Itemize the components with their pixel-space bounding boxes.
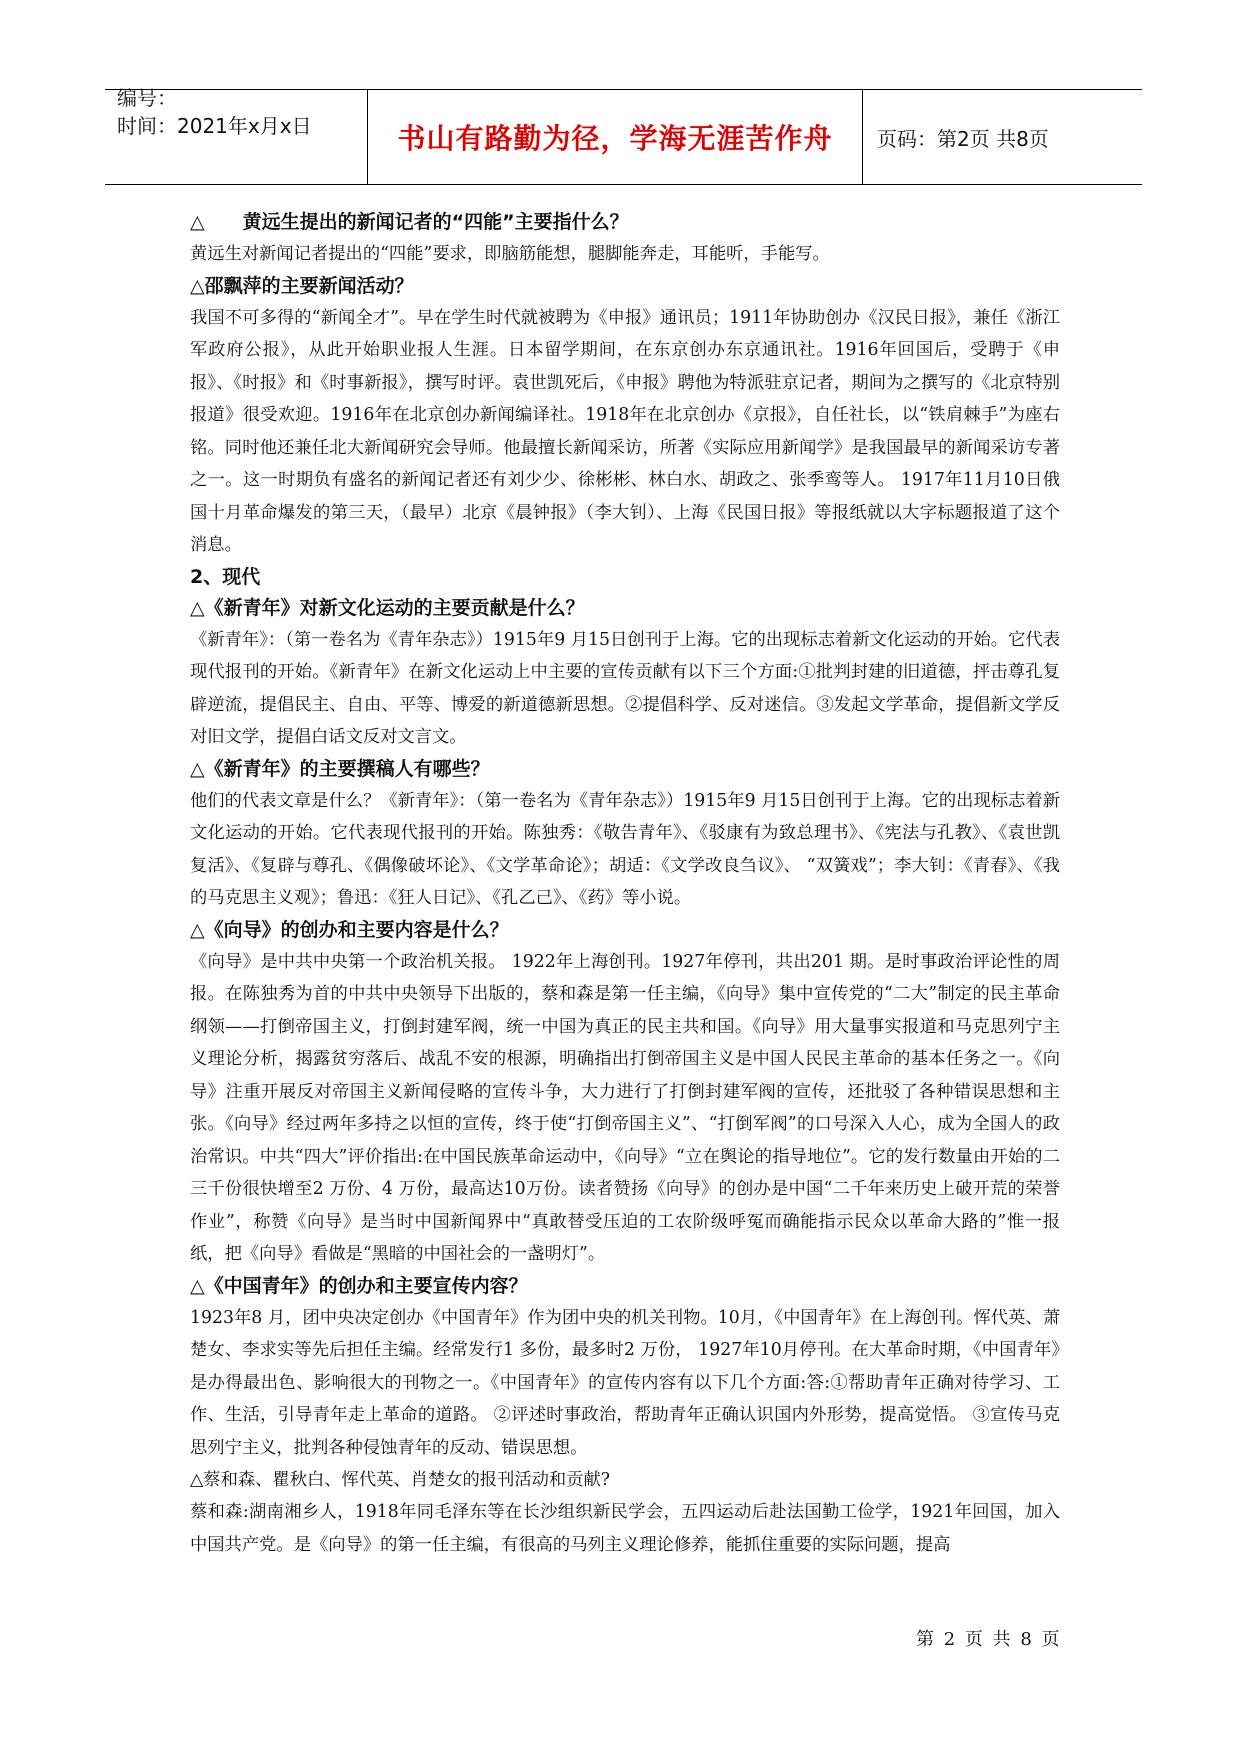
motto: 书山有路勤为径，学海无涯苦作舟 (397, 122, 833, 155)
answer-paragraph: 1923年8 月，团中央决定创办《中国青年》作为团中央的机关刊物。10月，《中国青年》在上海创刊。恽代英、萧楚女、李求实等先后担任主编。经常发行1 多份，最多时2 万份， 1927年10月停刊。在大革命时期，《中国青年》是办得最出色、影响很大的刊物之一。《中国青年》的宣传内容有以下几个方面:答:①帮助青年正确对待学习、工作、生活，引导青年走上革命的道路。 ②评述时事政治，帮助青年正确认识国内外形势，提高觉悟。 ③宣传马克思列宁主义，批判各种侵蚀青年的反动、错误思想。 (190, 1307, 1060, 1458)
answer-paragraph: 黄远生对新闻记者提出的“四能”要求，即脑筋能想，腿脚能奔走，耳能听，手能写。 (190, 244, 830, 264)
document-body (190, 207, 1060, 1561)
header-page-cell (863, 90, 1156, 184)
page-footer: 第 2 页 共 8 页 (916, 1629, 1062, 1650)
time-label: 时间：2021年x月x日 (117, 114, 312, 138)
page-number-label: 页码：第2页 共8页 (877, 126, 1049, 151)
section-heading: 2、现代 (190, 565, 261, 588)
question-heading: △邵飘萍的主要新闻活动？ (190, 274, 414, 297)
question-heading: △《新青年》对新文化运动的主要贡献是什么？ (190, 596, 585, 619)
question-heading: △ 黄远生提出的新闻记者的“四能”主要指什么？ (190, 211, 629, 233)
answer-paragraph: 蔡和森:湖南湘乡人，1918年同毛泽东等在长沙组织新民学会，五四运动后赴法国勤工俭学，1921年回国，加入中国共产党。是《向导》的第一任主编，有很高的马列主义理论修养，能抓住重要的实际问题，提高 (190, 1502, 1060, 1555)
answer-paragraph: 我国不可多得的“新闻全才”。早在学生时代就被聘为《申报》通讯员；1911年协助创办《汉民日报》，兼任《浙江军政府公报》，从此开始职业报人生涯。日本留学期间，在东京创办东京通讯社。1916年回国后，受聘于《申报》、《时报》和《时事新报》，撰写时评。袁世凯死后，《申报》聘他为特派驻京记者，期间为之撰写的《北京特别报道》很受欢迎。1916年在北京创办新闻编译社。1918年在北京创办《京报》，自任社长，以“铁肩棘手”为座右铭。同时他还兼任北大新闻研究会导师。他最擅长新闻采访，所著《实际应用新闻学》是我国最早的新闻采访专著之一。这一时期负有盛名的新闻记者还有刘少少、徐彬彬、林白水、胡政之、张季鸾等人。 1917年11月10日俄国十月革命爆发的第三天，（最早）北京《晨钟报》（李大钊）、上海《民国日报》等报纸就以大字标题报道了这个消息。 (190, 307, 1060, 555)
header-meta (105, 86, 368, 184)
header-motto-cell (368, 90, 863, 184)
question-heading: △蔡和森、瞿秋白、恽代英、肖楚女的报刊活动和贡献? (190, 1470, 611, 1490)
question-heading: △《向导》的创办和主要内容是什么？ (190, 918, 509, 941)
answer-paragraph: 他们的代表文章是什么？《新青年》：（第一卷名为《青年杂志》）1915年9 月15日创刊于上海。它的出现标志着新文化运动的开始。它代表现代报刊的开始。陈独秀：《敬告青年》、《驳康有为致总理书》、《宪法与孔教》、《袁世凯复活》、《复辟与尊孔、《偶像破坏论》、《文学革命论》；胡适：《文学改良刍议》、 “双簧戏”；李大钊：《青春》、《我的马克思主义观》；鲁迅：《狂人日记》、《孔乙己》、《药》等小说。 (190, 790, 1060, 908)
page-header (105, 86, 1142, 185)
document-number-label: 编号： (117, 86, 177, 110)
question-heading: △《新青年》的主要撰稿人有哪些？ (190, 757, 490, 780)
answer-paragraph: 《新青年》：（第一卷名为《青年杂志》）1915年9 月15日创刊于上海。它的出现标志着新文化运动的开始。它代表现代报刊的开始。《新青年》在新文化运动上中主要的宣传贡献有以下三个方面:①批判封建的旧道德，抨击尊孔复辟逆流，提倡民主、自由、平等、博爱的新道德新思想。②提倡科学、反对迷信。③发起文学革命，提倡新文学反对旧文学，提倡白话文反对文言文。 (190, 629, 1060, 747)
question-heading: △《中国青年》的创办和主要宣传内容？ (190, 1274, 528, 1297)
answer-paragraph: 《向导》是中共中央第一个政治机关报。 1922年上海创刊。1927年停刊，共出201 期。是时事政治评论性的周报。在陈独秀为首的中共中央领导下出版的，蔡和森是第一任主编，《向导》集中宣传党的“二大”制定的民主革命纲领——打倒帝国主义，打倒封建军阀，统一中国为真正的民主共和国。《向导》用大量事实报道和马克思列宁主义理论分析，揭露贫穷落后、战乱不安的根源，明确指出打倒帝国主义是中国人民民主革命的基本任务之一。《向导》注重开展反对帝国主义新闻侵略的宣传斗争，大力进行了打倒封建军阀的宣传，还批驳了各种错误思想和主张。《向导》经过两年多持之以恒的宣传，终于使“打倒帝国主义”、“打倒军阀”的口号深入人心，成为全国人的政治常识。中共“四大”评价指出:在中国民族革命运动中，《向导》“立在舆论的指导地位”。它的发行数量由开始的二三千份很快增至2 万份、4 万份，最高达10万份。读者赞扬《向导》的创办是中国“二千年来历史上破开荒的荣誉作业”，称赞《向导》是当时中国新闻界中“真敢替受压迫的工农阶级呼冤而确能指示民众以革命大路的”惟一报纸，把《向导》看做是“黑暗的中国社会的一盏明灯”。 (190, 951, 1060, 1264)
